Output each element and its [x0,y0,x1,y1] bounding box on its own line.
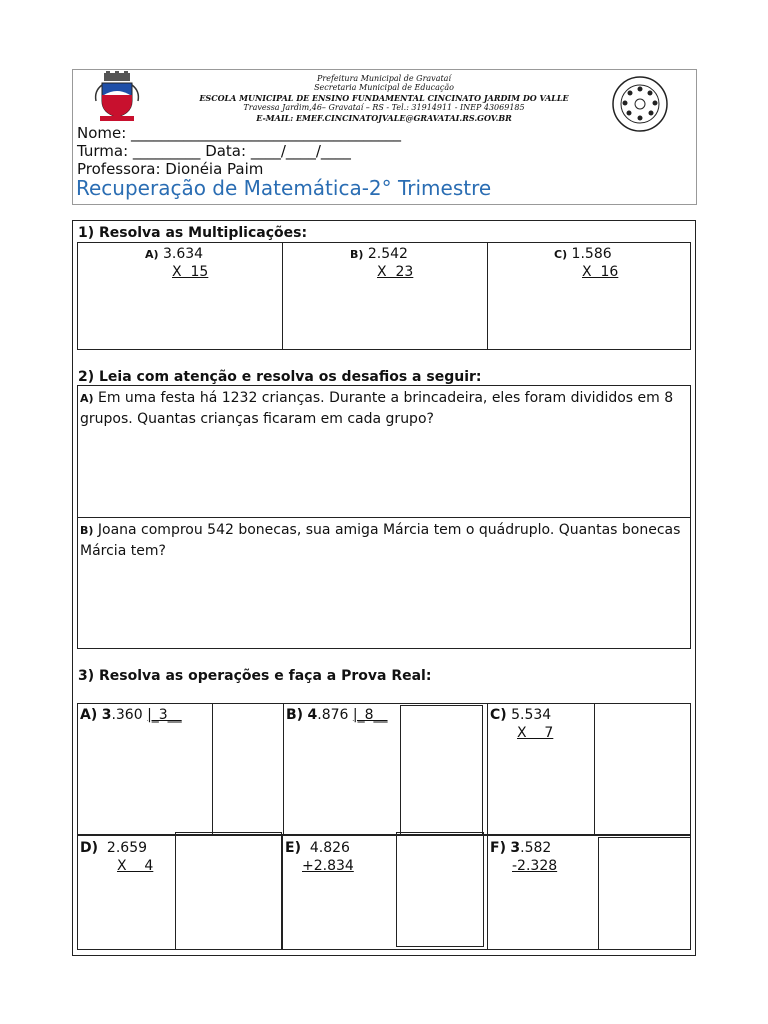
header-prefeitura: Prefeitura Municipal de Gravataí [317,74,451,83]
q3-f-divider [487,835,488,950]
q3-a-answer-box [212,703,284,835]
q3-item-c-multiplier: X 7 [517,725,554,741]
page-title: Recuperação de Matemática-2° Trimestre [76,176,492,200]
q1-item-a: A) 3.634 [145,246,204,262]
professora-field: Professora: Dionéia Paim [77,160,264,178]
question-2-title: 2) Leia com atenção e resolva os desafios a seguir: [78,369,482,385]
q3-item-c: C) 5.534 [490,707,552,723]
q3-c-answer-divider [594,703,595,835]
q3-c-divider [487,703,488,835]
q1-item-b-multiplier: X 23 [377,264,414,280]
q1-item-c: C) 1.586 [554,246,612,262]
q3-d-answer-box [175,832,282,950]
q2-a-text: A) Em uma festa há 1232 crianças. Durante a brincadeira, eles foram divididos em 8 grupos. Quantas crianças ficaram em cada grupo? [80,390,674,427]
header-school-name: ESCOLA MUNICIPAL DE ENSINO FUNDAMENTAL CINCINATO JARDIM DO VALLE [199,93,569,103]
q1-item-a-multiplier: X 15 [172,264,209,280]
q1-item-b: B) 2.542 [350,246,408,262]
nome-field: Nome: ____________________________________ [77,124,402,142]
question-3-title: 3) Resolva as operações e faça a Prova Real: [78,668,432,684]
q3-item-f: F) 3.582 [490,840,552,856]
q3-f-answer-box [598,837,691,950]
header-email: E-MAIL: EMEF.CINCINATOJVALE@GRAVATAI.RS.GOV.BR [256,113,512,123]
q3-item-e-addend: +2.834 [302,858,354,874]
q3-item-e: E) 4.826 [285,840,350,856]
q3-item-d: D) 2.659 [80,840,148,856]
turma-data-field: Turma: _________ Data: ____/____/____ [77,142,351,160]
q3-item-d-multiplier: X 4 [117,858,154,874]
question-1-title: 1) Resolva as Multiplicações: [78,225,308,241]
header-secretaria: Secretaria Municipal de Educação [314,83,454,92]
q1-item-c-multiplier: X 16 [582,264,619,280]
q1-divider-2 [487,242,488,350]
q3-e-divider [282,835,283,950]
q3-e-answer-box [396,832,484,947]
q2-b-text: B) Joana comprou 542 bonecas, sua amiga Márcia tem o quádruplo. Quantas bonecas Márcia tem? [80,522,681,559]
q3-b-answer-box [400,705,483,835]
q3-item-f-subtrahend: -2.328 [512,858,558,874]
q3-item-b: B) 4.876 |_8__ [286,707,388,723]
q2-divider [77,517,691,518]
q3-item-a: A) 3.360 |_3__ [80,707,182,723]
q1-divider-1 [282,242,283,350]
header-address: Travessa Jardim,46– Gravataí – RS - Tel.: 31914911 - INEP 43069185 [243,103,525,112]
